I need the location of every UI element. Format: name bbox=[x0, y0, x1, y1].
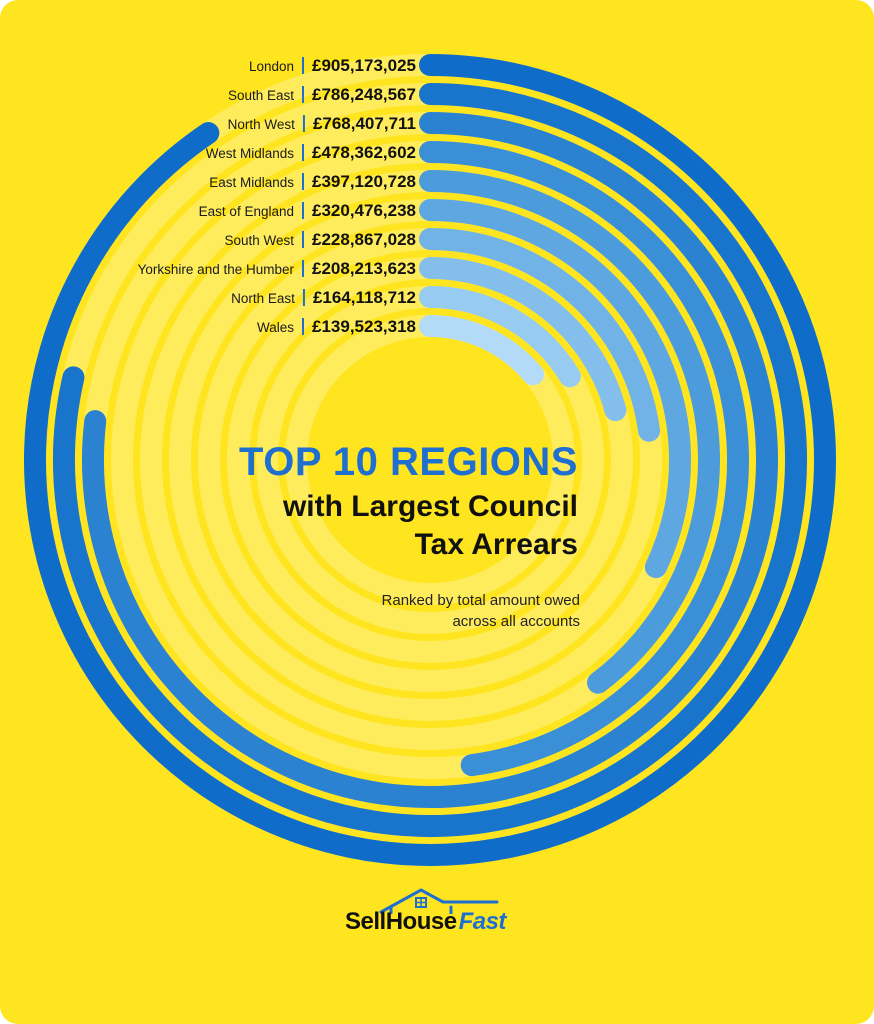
brand-name-house: House bbox=[385, 908, 457, 935]
value-label: £228,867,028 bbox=[312, 230, 416, 249]
category-label: South East bbox=[227, 88, 294, 103]
value-label: £905,173,025 bbox=[312, 56, 416, 75]
value-label: £320,476,238 bbox=[312, 201, 416, 220]
chart-caption bbox=[240, 590, 580, 632]
chart-title: TOP 10 REGIONS bbox=[239, 440, 578, 484]
category-label: East of England bbox=[198, 204, 294, 219]
value-label: £139,523,318 bbox=[312, 317, 416, 336]
subtitle-line-1: with Largest Council bbox=[282, 490, 578, 523]
chart-subtitle bbox=[100, 488, 578, 564]
brand-name-fast: Fast bbox=[458, 908, 506, 935]
value-label: £768,407,711 bbox=[312, 114, 416, 133]
subtitle-line-2: Tax Arrears bbox=[414, 528, 578, 561]
brand-wordmark bbox=[345, 908, 506, 936]
caption-line-2: across all accounts bbox=[452, 613, 580, 630]
category-label: Wales bbox=[256, 320, 294, 335]
category-label: Yorkshire and the Humber bbox=[137, 262, 294, 277]
caption-line-1: Ranked by total amount owed bbox=[381, 592, 580, 609]
brand-name-sell: Sell bbox=[345, 908, 386, 935]
value-label: £786,248,567 bbox=[312, 85, 416, 104]
category-label: North East bbox=[231, 291, 295, 306]
category-label: East Midlands bbox=[209, 175, 294, 190]
value-label: £397,120,728 bbox=[312, 172, 416, 191]
category-label: North West bbox=[227, 117, 295, 132]
brand-logo bbox=[345, 886, 535, 942]
value-label: £164,118,712 bbox=[312, 288, 416, 307]
value-label: £208,213,623 bbox=[312, 259, 416, 278]
category-label: South West bbox=[224, 233, 294, 248]
category-label: London bbox=[248, 59, 294, 74]
category-label: West Midlands bbox=[205, 146, 294, 161]
value-label: £478,362,602 bbox=[312, 143, 416, 162]
